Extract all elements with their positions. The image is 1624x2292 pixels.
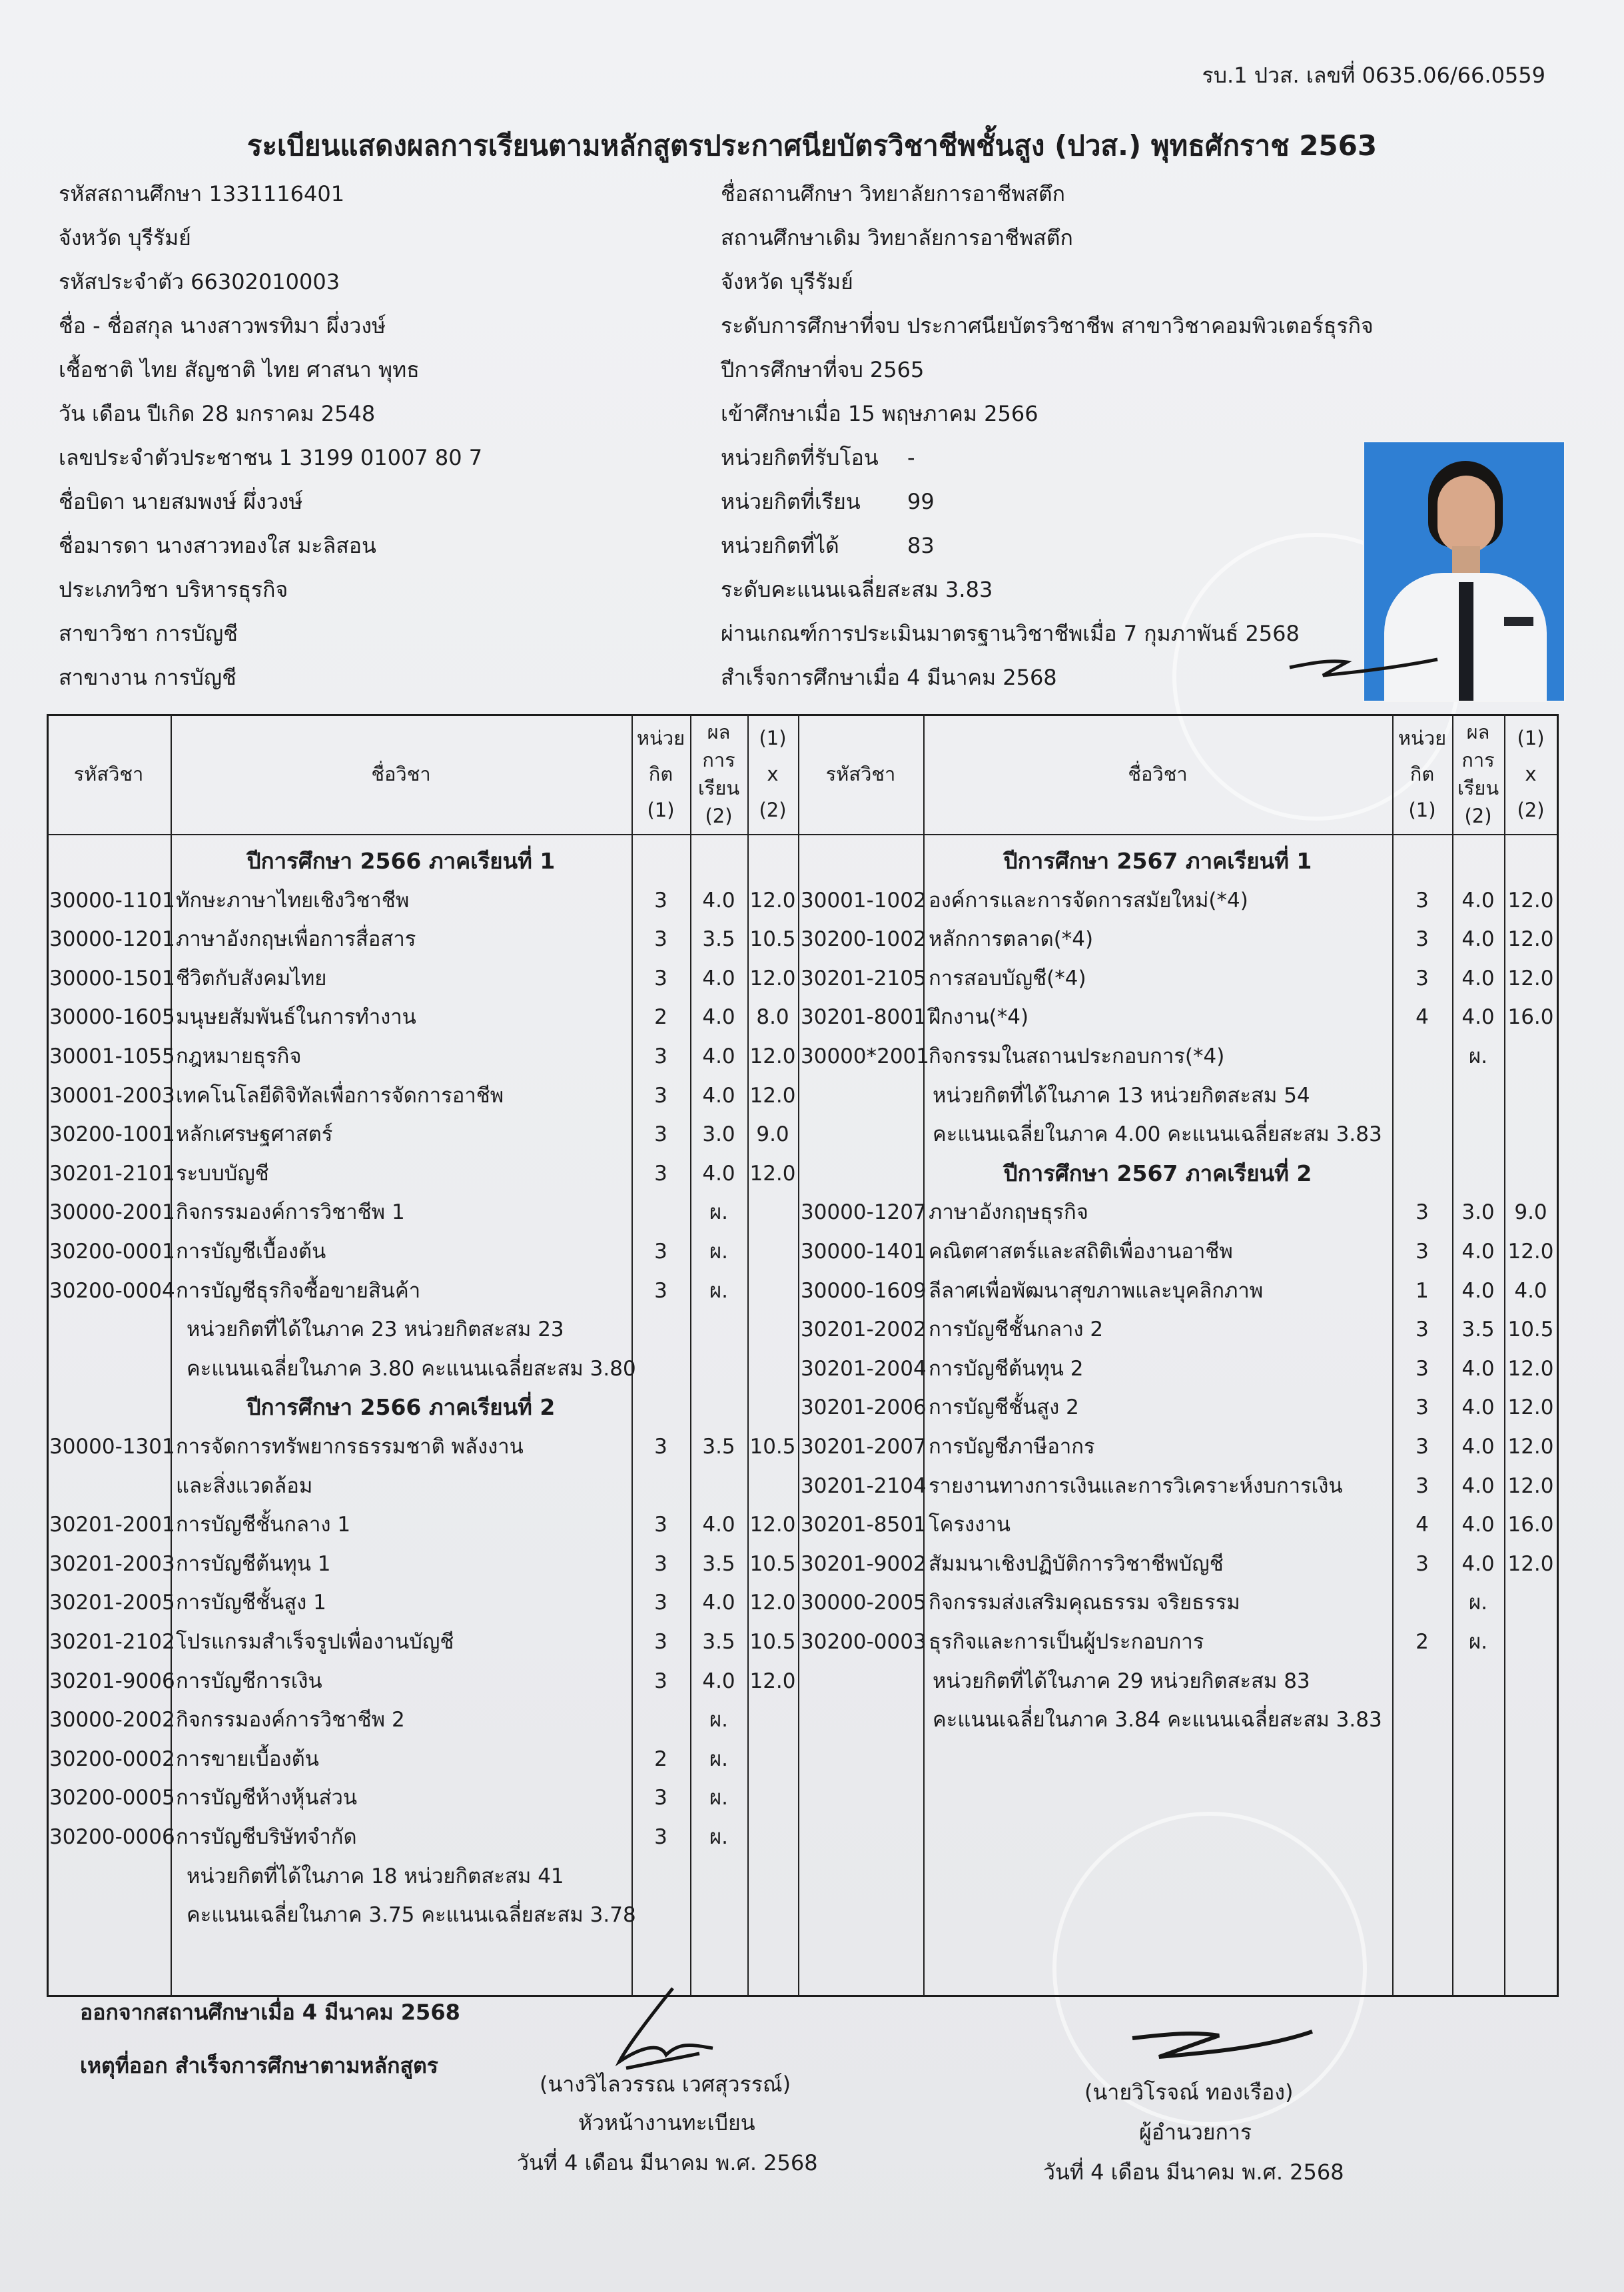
course-name: ภาษาอังกฤษธุรกิจ bbox=[929, 1200, 1088, 1224]
course-code: 30201-2001 bbox=[49, 1513, 175, 1537]
course-credit: 3 bbox=[1416, 889, 1429, 913]
info-line: ชื่อมารดา นางสาวทองใส มะลิสอน bbox=[59, 533, 376, 558]
course-code: 30001-2003 bbox=[49, 1084, 175, 1108]
course-points: 12.0 bbox=[1507, 966, 1554, 990]
course-code: 30000-2005 bbox=[801, 1591, 927, 1615]
course-name: ลีลาศเพื่อพัฒนาสุขภาพและบุคลิกภาพ bbox=[929, 1279, 1264, 1303]
course-grade: ผ. bbox=[1468, 1044, 1488, 1068]
course-points: 9.0 bbox=[756, 1122, 789, 1146]
course-credit: 3 bbox=[654, 927, 667, 951]
course-credit: 3 bbox=[654, 1435, 667, 1459]
course-points: 12.0 bbox=[749, 1669, 796, 1693]
course-credit bbox=[631, 1193, 690, 1232]
col-divider bbox=[798, 714, 799, 1996]
course-points bbox=[747, 1818, 798, 1856]
course-name: การบัญชีชั้นสูง 1 bbox=[176, 1591, 326, 1615]
course-code: 30000-1207 bbox=[801, 1200, 927, 1224]
course-code: 30201-2006 bbox=[801, 1395, 927, 1419]
course-credit: 3 bbox=[1416, 1357, 1429, 1381]
course-code: 30000*2001 bbox=[801, 1044, 930, 1068]
info-line bbox=[721, 304, 1374, 348]
course-name: โครงงาน bbox=[929, 1513, 1011, 1537]
course-name: ภาษาอังกฤษเพื่อการสื่อสาร bbox=[176, 927, 416, 951]
course-points: 12.0 bbox=[1507, 1435, 1554, 1459]
course-code: 30001-1055 bbox=[49, 1044, 175, 1068]
course-credit: 3 bbox=[1416, 1435, 1429, 1459]
course-code: 30000-1301 bbox=[49, 1435, 175, 1459]
student-info-left bbox=[59, 172, 482, 699]
course-points: 12.0 bbox=[1507, 1240, 1554, 1264]
course-code: 30000-1101 bbox=[49, 889, 175, 913]
course-name: การขายเบื้องต้น bbox=[176, 1747, 319, 1771]
leave-date: ออกจากสถานศึกษาเมื่อ 4 มีนาคม 2568 bbox=[80, 2000, 460, 2025]
info-line: รหัสสถานศึกษา 1331116401 bbox=[59, 181, 345, 206]
course-grade: ผ. bbox=[709, 1240, 729, 1264]
course-credit: 3 bbox=[654, 1044, 667, 1068]
course-points: 9.0 bbox=[1514, 1200, 1547, 1224]
course-points: 8.0 bbox=[756, 1005, 789, 1029]
document-title: ระเบียนแสดงผลการเรียนตามหลักสูตรประกาศนียบัตรวิชาชีพชั้นสูง (ปวส.) พุทธศักราช 2563 bbox=[246, 129, 1378, 162]
course-code: 30201-9002 bbox=[801, 1552, 927, 1576]
info-label: เข้าศึกษาเมื่อ 15 พฤษภาคม 2566 bbox=[721, 401, 1038, 426]
header-code-right: รหัสวิชา bbox=[825, 763, 896, 785]
course-points bbox=[747, 1272, 798, 1310]
course-code: 30001-1002 bbox=[801, 889, 927, 913]
info-line bbox=[721, 524, 1374, 568]
course-code: 30201-9006 bbox=[49, 1669, 175, 1693]
header-grade: ผล การ เรียน (2) bbox=[697, 721, 740, 827]
info-value: 99 bbox=[907, 489, 935, 514]
course-grade: 4.0 bbox=[1461, 889, 1495, 913]
course-grade: 4.0 bbox=[702, 966, 735, 990]
info-line: เลขประจำตัวประชาชน 1 3199 01007 80 7 bbox=[59, 445, 483, 470]
course-credit: 3 bbox=[1416, 1474, 1429, 1498]
course-name: การบัญชีชั้นสูง 2 bbox=[929, 1395, 1079, 1419]
course-code bbox=[49, 1467, 171, 1505]
course-credit: 3 bbox=[1416, 1395, 1429, 1419]
course-credit: 1 bbox=[1416, 1279, 1429, 1303]
course-points: 12.0 bbox=[749, 1162, 796, 1186]
course-code: 30201-2002 bbox=[801, 1318, 927, 1341]
course-name: การบัญชีธุรกิจซื้อขายสินค้า bbox=[176, 1279, 421, 1303]
semester-summary: หน่วยกิตที่ได้ในภาค 18 หน่วยกิตสะสม 41 bbox=[187, 1864, 564, 1888]
info-line bbox=[721, 611, 1374, 655]
course-code: 30201-2102 bbox=[49, 1630, 175, 1654]
course-credit: 3 bbox=[654, 1162, 667, 1186]
course-points: 12.0 bbox=[1507, 889, 1554, 913]
course-grade: 4.0 bbox=[702, 1162, 735, 1186]
info-line bbox=[721, 216, 1374, 260]
info-line bbox=[721, 655, 1374, 699]
course-name: การบัญชีชั้นกลาง 2 bbox=[929, 1318, 1104, 1341]
info-label: ชื่อสถานศึกษา วิทยาลัยการอาชีพสตึก bbox=[721, 181, 1065, 206]
course-credit: 3 bbox=[654, 1591, 667, 1615]
course-name: ชีวิตกับสังคมไทย bbox=[176, 966, 327, 990]
course-grade: 4.0 bbox=[1461, 1474, 1495, 1498]
course-credit: 3 bbox=[654, 1630, 667, 1654]
course-grade: 3.5 bbox=[702, 1435, 735, 1459]
course-grade: 4.0 bbox=[1461, 1435, 1495, 1459]
course-credit: 3 bbox=[654, 966, 667, 990]
course-grade: ผ. bbox=[709, 1200, 729, 1224]
course-grade: 4.0 bbox=[1461, 1513, 1495, 1537]
course-credit: 3 bbox=[654, 1279, 667, 1303]
course-grade: ผ. bbox=[709, 1747, 729, 1771]
course-credit: 3 bbox=[654, 889, 667, 913]
course-name: การบัญชีการเงิน bbox=[176, 1669, 322, 1693]
registrar-name: (นางวิไลวรรณ เวศสุวรรณ์) bbox=[540, 2072, 791, 2097]
course-credit bbox=[1392, 1037, 1452, 1076]
course-name: คณิตศาสตร์และสถิติเพื่องานอาชีพ bbox=[929, 1240, 1233, 1264]
course-name: ธุรกิจและการเป็นผู้ประกอบการ bbox=[929, 1630, 1204, 1654]
info-line bbox=[721, 172, 1374, 216]
info-value: 83 bbox=[907, 533, 935, 558]
course-name: สัมมนาเชิงปฏิบัติการวิชาชีพบัญชี bbox=[929, 1552, 1224, 1576]
course-name: หลักเศรษฐศาสตร์ bbox=[176, 1122, 333, 1146]
info-value: - bbox=[907, 445, 915, 470]
info-line: ชื่อบิดา นายสมพงษ์ ผึ่งวงษ์ bbox=[59, 489, 303, 514]
photo-signature bbox=[1283, 639, 1443, 686]
info-line: ชื่อ - ชื่อสกุล นางสาวพรทิมา ผึ่งวงษ์ bbox=[59, 313, 386, 338]
course-points: 16.0 bbox=[1507, 1005, 1554, 1029]
course-points: 12.0 bbox=[1507, 1395, 1554, 1419]
course-grade: 4.0 bbox=[1461, 1240, 1495, 1264]
course-grade: 3.5 bbox=[702, 1552, 735, 1576]
header-points-right: (1) x (2) bbox=[1517, 727, 1545, 821]
course-points: 12.0 bbox=[1507, 1357, 1554, 1381]
course-grade: 4.0 bbox=[702, 1005, 735, 1029]
semester-summary: คะแนนเฉลี่ยในภาค 3.84 คะแนนเฉลี่ยสะสม 3.83 bbox=[933, 1708, 1382, 1732]
course-code: 30000-1201 bbox=[49, 927, 175, 951]
info-line: สาขางาน การบัญชี bbox=[59, 665, 236, 690]
course-code: 30201-2005 bbox=[49, 1591, 175, 1615]
course-credit: 3 bbox=[1416, 1552, 1429, 1576]
course-credit bbox=[631, 1467, 690, 1505]
course-name: องค์การและการจัดการสมัยใหม่(*4) bbox=[929, 889, 1248, 913]
course-name: กิจกรรมองค์การวิชาชีพ 1 bbox=[176, 1200, 405, 1224]
photo-name-badge bbox=[1504, 617, 1533, 626]
course-code: 30200-0006 bbox=[49, 1825, 175, 1849]
course-code: 30201-2004 bbox=[801, 1357, 927, 1381]
course-credit: 2 bbox=[654, 1005, 667, 1029]
course-points: 12.0 bbox=[1507, 927, 1554, 951]
info-line: วัน เดือน ปีเกิด 28 มกราคม 2548 bbox=[59, 401, 376, 426]
course-points bbox=[747, 1740, 798, 1778]
course-name: การบัญชีต้นทุน 1 bbox=[176, 1552, 331, 1576]
course-code: 30200-0005 bbox=[49, 1786, 175, 1810]
course-name: กฎหมายธุรกิจ bbox=[176, 1044, 302, 1068]
course-points: 10.5 bbox=[749, 1630, 796, 1654]
course-credit: 4 bbox=[1416, 1513, 1429, 1537]
course-points bbox=[1504, 1583, 1557, 1622]
course-points: 12.0 bbox=[749, 889, 796, 913]
course-code: 30201-8501 bbox=[801, 1513, 927, 1537]
semester-heading: ปีการศึกษา 2567 ภาคเรียนที่ 1 bbox=[1003, 848, 1312, 874]
course-name: การบัญชีเบื้องต้น bbox=[176, 1240, 326, 1264]
course-points bbox=[747, 1467, 798, 1505]
course-name: กิจกรรมส่งเสริมคุณธรรม จริยธรรม bbox=[929, 1591, 1240, 1615]
course-grade: 3.5 bbox=[1461, 1318, 1495, 1341]
course-credit bbox=[631, 1701, 690, 1739]
header-name: ชื่อวิชา bbox=[371, 763, 431, 785]
course-grade: ผ. bbox=[709, 1786, 729, 1810]
course-grade: ผ. bbox=[1468, 1591, 1488, 1615]
course-points: 12.0 bbox=[749, 1513, 796, 1537]
course-code: 30201-2105 bbox=[801, 966, 927, 990]
info-line: รหัสประจำตัว 66302010003 bbox=[59, 269, 340, 294]
info-label: หน่วยกิตที่รับโอน bbox=[721, 445, 879, 470]
semester-summary: คะแนนเฉลี่ยในภาค 3.75 คะแนนเฉลี่ยสะสม 3.78 bbox=[187, 1903, 636, 1927]
director-name: (นายวิโรจณ์ ทองเรือง) bbox=[1084, 2080, 1294, 2105]
course-grade: ผ. bbox=[709, 1279, 729, 1303]
course-points: 10.5 bbox=[749, 1435, 796, 1459]
course-credit: 3 bbox=[1416, 1200, 1429, 1224]
course-points bbox=[747, 1701, 798, 1739]
header-points: (1) x (2) bbox=[759, 727, 787, 821]
course-points: 16.0 bbox=[1507, 1513, 1554, 1537]
course-name: การบัญชีบริษัทจำกัด bbox=[176, 1825, 357, 1849]
course-credit: 3 bbox=[654, 1122, 667, 1146]
header-divider bbox=[47, 834, 1557, 835]
course-credit: 3 bbox=[654, 1786, 667, 1810]
info-line: ประเภทวิชา บริหารธุรกิจ bbox=[59, 577, 288, 602]
info-label: สถานศึกษาเดิม วิทยาลัยการอาชีพสตึก bbox=[721, 225, 1073, 250]
course-credit: 3 bbox=[654, 1825, 667, 1849]
course-grade: 4.0 bbox=[1461, 1279, 1495, 1303]
course-credit bbox=[1392, 1583, 1452, 1622]
course-code: 30200-0004 bbox=[49, 1279, 175, 1303]
photo-tie bbox=[1459, 582, 1473, 701]
info-label: ปีการศึกษาที่จบ 2565 bbox=[721, 357, 925, 382]
course-name: ทักษะภาษาไทยเชิงวิชาชีพ bbox=[176, 889, 410, 913]
info-label: ระดับคะแนนเฉลี่ยสะสม 3.83 bbox=[721, 577, 993, 602]
course-grade: ผ. bbox=[709, 1708, 729, 1732]
semester-summary: คะแนนเฉลี่ยในภาค 3.80 คะแนนเฉลี่ยสะสม 3.80 bbox=[187, 1357, 636, 1381]
course-code: 30000-1609 bbox=[801, 1279, 927, 1303]
course-points bbox=[1504, 1037, 1557, 1076]
director-date: วันที่ 4 เดือน มีนาคม พ.ศ. 2568 bbox=[1043, 2159, 1344, 2185]
course-code: 30201-2101 bbox=[49, 1162, 175, 1186]
registrar-title: หัวหน้างานทะเบียน bbox=[578, 2110, 755, 2135]
info-label: หน่วยกิตที่เรียน bbox=[721, 489, 861, 514]
course-credit: 3 bbox=[1416, 1318, 1429, 1341]
header-name-right: ชื่อวิชา bbox=[1128, 763, 1188, 785]
course-credit: 3 bbox=[1416, 927, 1429, 951]
director-title: ผู้อำนวยการ bbox=[1139, 2119, 1252, 2145]
semester-heading: ปีการศึกษา 2566 ภาคเรียนที่ 2 bbox=[246, 1394, 556, 1420]
course-grade: 4.0 bbox=[702, 1591, 735, 1615]
course-grade: 4.0 bbox=[1461, 1395, 1495, 1419]
semester-summary: คะแนนเฉลี่ยในภาค 4.00 คะแนนเฉลี่ยสะสม 3.83 bbox=[933, 1122, 1382, 1146]
course-credit: 2 bbox=[654, 1747, 667, 1771]
course-code: 30200-1002 bbox=[801, 927, 927, 951]
semester-heading: ปีการศึกษา 2567 ภาคเรียนที่ 2 bbox=[1003, 1160, 1312, 1186]
course-credit: 3 bbox=[1416, 1240, 1429, 1264]
course-points: 12.0 bbox=[749, 1084, 796, 1108]
course-code: 30201-2007 bbox=[801, 1435, 927, 1459]
photo-face bbox=[1437, 476, 1495, 553]
info-line bbox=[721, 392, 1374, 436]
course-name: โปรแกรมสำเร็จรูปเพื่องานบัญชี bbox=[176, 1630, 454, 1654]
course-grade: 4.0 bbox=[702, 1669, 735, 1693]
info-line: สาขาวิชา การบัญชี bbox=[59, 621, 238, 646]
course-grade: 4.0 bbox=[702, 889, 735, 913]
course-points: 12.0 bbox=[749, 1591, 796, 1615]
info-line: เชื้อชาติ ไทย สัญชาติ ไทย ศาสนา พุทธ bbox=[59, 357, 420, 382]
course-grade: 4.0 bbox=[1461, 1005, 1495, 1029]
course-grade: 4.0 bbox=[702, 1084, 735, 1108]
course-name: การบัญชีต้นทุน 2 bbox=[929, 1357, 1084, 1381]
header-grade-right: ผล การ เรียน (2) bbox=[1457, 721, 1499, 827]
course-points: 12.0 bbox=[749, 966, 796, 990]
course-points: 10.5 bbox=[749, 1552, 796, 1576]
semester-summary: หน่วยกิตที่ได้ในภาค 13 หน่วยกิตสะสม 54 bbox=[933, 1084, 1310, 1108]
course-grade: 4.0 bbox=[702, 1044, 735, 1068]
info-line bbox=[721, 348, 1374, 392]
course-name: ฝึกงาน(*4) bbox=[929, 1005, 1029, 1029]
header-code: รหัสวิชา bbox=[73, 763, 144, 785]
course-credit: 3 bbox=[654, 1513, 667, 1537]
course-grade: ผ. bbox=[1468, 1630, 1488, 1654]
course-points: 4.0 bbox=[1514, 1279, 1547, 1303]
course-credit: 3 bbox=[654, 1669, 667, 1693]
course-code: 30200-1001 bbox=[49, 1122, 175, 1146]
info-label: ผ่านเกณฑ์การประเมินมาตรฐานวิชาชีพเมื่อ 7 กุมภาพันธ์ 2568 bbox=[721, 621, 1300, 646]
course-code: 30200-0001 bbox=[49, 1240, 175, 1264]
course-grade bbox=[690, 1467, 747, 1505]
semester-summary: หน่วยกิตที่ได้ในภาค 29 หน่วยกิตสะสม 83 bbox=[933, 1669, 1310, 1693]
course-name: ระบบบัญชี bbox=[176, 1162, 269, 1186]
course-points: 12.0 bbox=[749, 1044, 796, 1068]
course-grade: 4.0 bbox=[1461, 1357, 1495, 1381]
course-code: 30000-2001 bbox=[49, 1200, 175, 1224]
course-credit: 3 bbox=[1416, 966, 1429, 990]
course-code: 30200-0002 bbox=[49, 1747, 175, 1771]
course-grade: 3.0 bbox=[1461, 1200, 1495, 1224]
semester-heading: ปีการศึกษา 2566 ภาคเรียนที่ 1 bbox=[246, 848, 556, 874]
info-line bbox=[721, 568, 1374, 611]
student-info-right bbox=[721, 172, 1374, 699]
course-credit: 3 bbox=[654, 1552, 667, 1576]
course-grade: 3.5 bbox=[702, 927, 735, 951]
course-credit: 3 bbox=[654, 1240, 667, 1264]
course-name: การบัญชีภาษีอากร bbox=[929, 1435, 1095, 1459]
director-signature bbox=[1119, 2005, 1319, 2078]
course-code: 30000-1501 bbox=[49, 966, 175, 990]
header-credit: หน่วย กิต (1) bbox=[636, 727, 685, 821]
course-credit: 4 bbox=[1416, 1005, 1429, 1029]
info-label: หน่วยกิตที่ได้ bbox=[721, 533, 839, 558]
course-grade: ผ. bbox=[709, 1825, 729, 1849]
course-code: 30201-2003 bbox=[49, 1552, 175, 1576]
course-points: 10.5 bbox=[1507, 1318, 1554, 1341]
course-name: การจัดการทรัพยากรธรรมชาติ พลังงาน bbox=[176, 1435, 524, 1459]
semester-summary: หน่วยกิตที่ได้ในภาค 23 หน่วยกิตสะสม 23 bbox=[187, 1318, 564, 1341]
course-name: และสิ่งแวดล้อม bbox=[176, 1474, 313, 1498]
course-name: กิจกรรมในสถานประกอบการ(*4) bbox=[929, 1044, 1225, 1068]
info-line bbox=[721, 260, 1374, 304]
grades-table bbox=[47, 714, 1557, 1996]
course-grade: 4.0 bbox=[1461, 966, 1495, 990]
course-points: 12.0 bbox=[1507, 1474, 1554, 1498]
course-code: 30000-1401 bbox=[801, 1240, 927, 1264]
course-grade: 3.0 bbox=[702, 1122, 735, 1146]
header-credit-right: หน่วย กิต (1) bbox=[1398, 727, 1447, 821]
info-line: จังหวัด บุรีรัมย์ bbox=[59, 225, 191, 250]
course-name: การสอบบัญชี(*4) bbox=[929, 966, 1086, 990]
course-points: 10.5 bbox=[749, 927, 796, 951]
info-label: จังหวัด บุรีรัมย์ bbox=[721, 269, 853, 294]
course-name: เทคโนโลยีดิจิทัลเพื่อการจัดการอาชีพ bbox=[176, 1084, 504, 1108]
course-credit: 2 bbox=[1416, 1630, 1429, 1654]
course-grade: 3.5 bbox=[702, 1630, 735, 1654]
course-points bbox=[747, 1232, 798, 1271]
course-points: 12.0 bbox=[1507, 1552, 1554, 1576]
info-line bbox=[721, 480, 1374, 524]
info-line bbox=[721, 436, 1374, 480]
info-label: สำเร็จการศึกษาเมื่อ 4 มีนาคม 2568 bbox=[721, 665, 1057, 690]
course-grade: 4.0 bbox=[1461, 927, 1495, 951]
course-code: 30200-0003 bbox=[801, 1630, 927, 1654]
course-name: มนุษยสัมพันธ์ในการทำงาน bbox=[176, 1005, 416, 1029]
course-name: กิจกรรมองค์การวิชาชีพ 2 bbox=[176, 1708, 405, 1732]
course-credit: 3 bbox=[654, 1084, 667, 1108]
course-name: การบัญชีชั้นกลาง 1 bbox=[176, 1513, 351, 1537]
course-code: 30201-8001 bbox=[801, 1005, 927, 1029]
course-code: 30000-1605 bbox=[49, 1005, 175, 1029]
course-grade: 4.0 bbox=[1461, 1552, 1495, 1576]
course-name: การบัญชีห้างหุ้นส่วน bbox=[176, 1786, 358, 1810]
course-points bbox=[747, 1778, 798, 1817]
leave-reason: เหตุที่ออก สำเร็จการศึกษาตามหลักสูตร bbox=[80, 2053, 438, 2078]
document-number: รบ.1 ปวส. เลขที่ 0635.06/66.0559 bbox=[1202, 63, 1545, 88]
course-code: 30000-2002 bbox=[49, 1708, 175, 1732]
registrar-date: วันที่ 4 เดือน มีนาคม พ.ศ. 2568 bbox=[517, 2150, 818, 2175]
course-name: รายงานทางการเงินและการวิเคราะห์งบการเงิน bbox=[929, 1474, 1343, 1498]
course-name: หลักการตลาด(*4) bbox=[929, 927, 1094, 951]
info-label: ระดับการศึกษาที่จบ ประกาศนียบัตรวิชาชีพ สาขาวิชาคอมพิวเตอร์ธุรกิจ bbox=[721, 313, 1374, 338]
course-points bbox=[1504, 1623, 1557, 1661]
course-code: 30201-2104 bbox=[801, 1474, 927, 1498]
course-grade: 4.0 bbox=[702, 1513, 735, 1537]
course-points bbox=[747, 1193, 798, 1232]
